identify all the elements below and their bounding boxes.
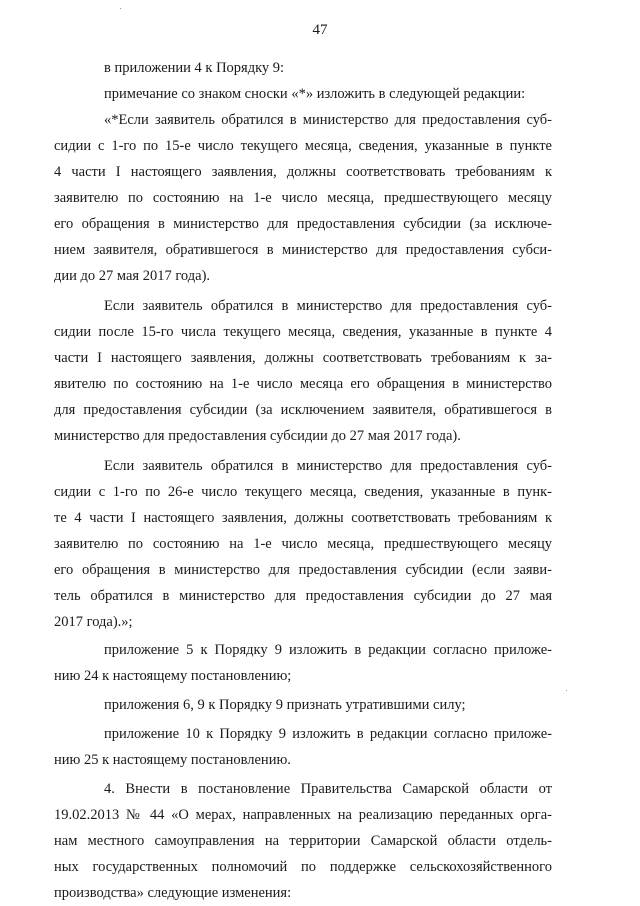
text-line: министерство для предоставления субсидии до 27 мая 2017 года). bbox=[54, 428, 461, 444]
text-line: производства» следующие изменения: bbox=[54, 885, 292, 901]
text-line: сидии с 1-го по 26-е число текущего месяца, сведения, указанные в пунк- bbox=[54, 484, 552, 500]
text-line: нию 24 к настоящему постановлению; bbox=[54, 668, 292, 684]
text-line: 2017 года).»; bbox=[54, 614, 133, 630]
text-line: его обращения в министерство для предоставления субсидии (за исключе- bbox=[54, 216, 552, 232]
text-line: 19.02.2013 № 44 «О мерах, направленных на реализацию переданных орга- bbox=[54, 807, 552, 823]
scan-speck bbox=[566, 690, 567, 691]
text-line: нию 25 к настоящему постановлению. bbox=[54, 752, 291, 768]
text-line: его обращения в министерство для предоставления субсидии (если заяви- bbox=[54, 562, 552, 578]
text-line: нием заявителя, обратившегося в министерство для предоставления субси- bbox=[54, 242, 552, 258]
text-line: для предоставления субсидии (за исключением заявителя, обратившегося в bbox=[54, 402, 552, 418]
text-line: дии до 27 мая 2017 года). bbox=[54, 268, 211, 284]
text-line: заявителю по состоянию на 1-е число месяца, предшествующего месяцу bbox=[54, 190, 552, 206]
text-line: «*Если заявитель обратился в министерство для предоставления суб- bbox=[104, 112, 552, 128]
text-line: явителю по состоянию на 1-е число месяца его обращения в министерство bbox=[54, 376, 552, 392]
text-line: приложения 6, 9 к Порядку 9 признать утратившими силу; bbox=[104, 697, 466, 713]
text-line: заявителю по состоянию на 1-е число месяца, предшествующего месяцу bbox=[54, 536, 552, 552]
text-line: Если заявитель обратился в министерство для предоставления суб- bbox=[104, 298, 552, 314]
text-line: Если заявитель обратился в министерство для предоставления суб- bbox=[104, 458, 552, 474]
text-line: 4 части I настоящего заявления, должны соответствовать требованиям к bbox=[54, 164, 552, 180]
text-line: в приложении 4 к Порядку 9: bbox=[104, 60, 285, 76]
text-line: нам местного самоуправления на территории Самарской области отдель- bbox=[54, 833, 552, 849]
text-line: примечание со знаком сноски «*» изложить в следующей редакции: bbox=[104, 86, 526, 102]
text-line: сидии с 1-го по 15-е число текущего месяца, сведения, указанные в пункте bbox=[54, 138, 552, 154]
text-line: те 4 части I настоящего заявления, должны соответствовать требованиям к bbox=[54, 510, 552, 526]
text-line: сидии после 15-го числа текущего месяца, сведения, указанные в пункте 4 bbox=[54, 324, 552, 340]
text-line: 4. Внести в постановление Правительства Самарской области от bbox=[104, 781, 552, 797]
page-number: 47 bbox=[312, 22, 328, 38]
text-line: ных государственных полномочий по поддержке сельскохозяйственного bbox=[54, 859, 552, 875]
scan-speck bbox=[120, 8, 121, 9]
text-line: тель обратился в министерство для предоставления субсидии до 27 мая bbox=[54, 588, 552, 604]
text-line: приложение 10 к Порядку 9 изложить в редакции согласно приложе- bbox=[104, 726, 552, 742]
text-line: части I настоящего заявления, должны соответствовать требованиям к за- bbox=[54, 350, 552, 366]
text-line: приложение 5 к Порядку 9 изложить в редакции согласно приложе- bbox=[104, 642, 552, 658]
